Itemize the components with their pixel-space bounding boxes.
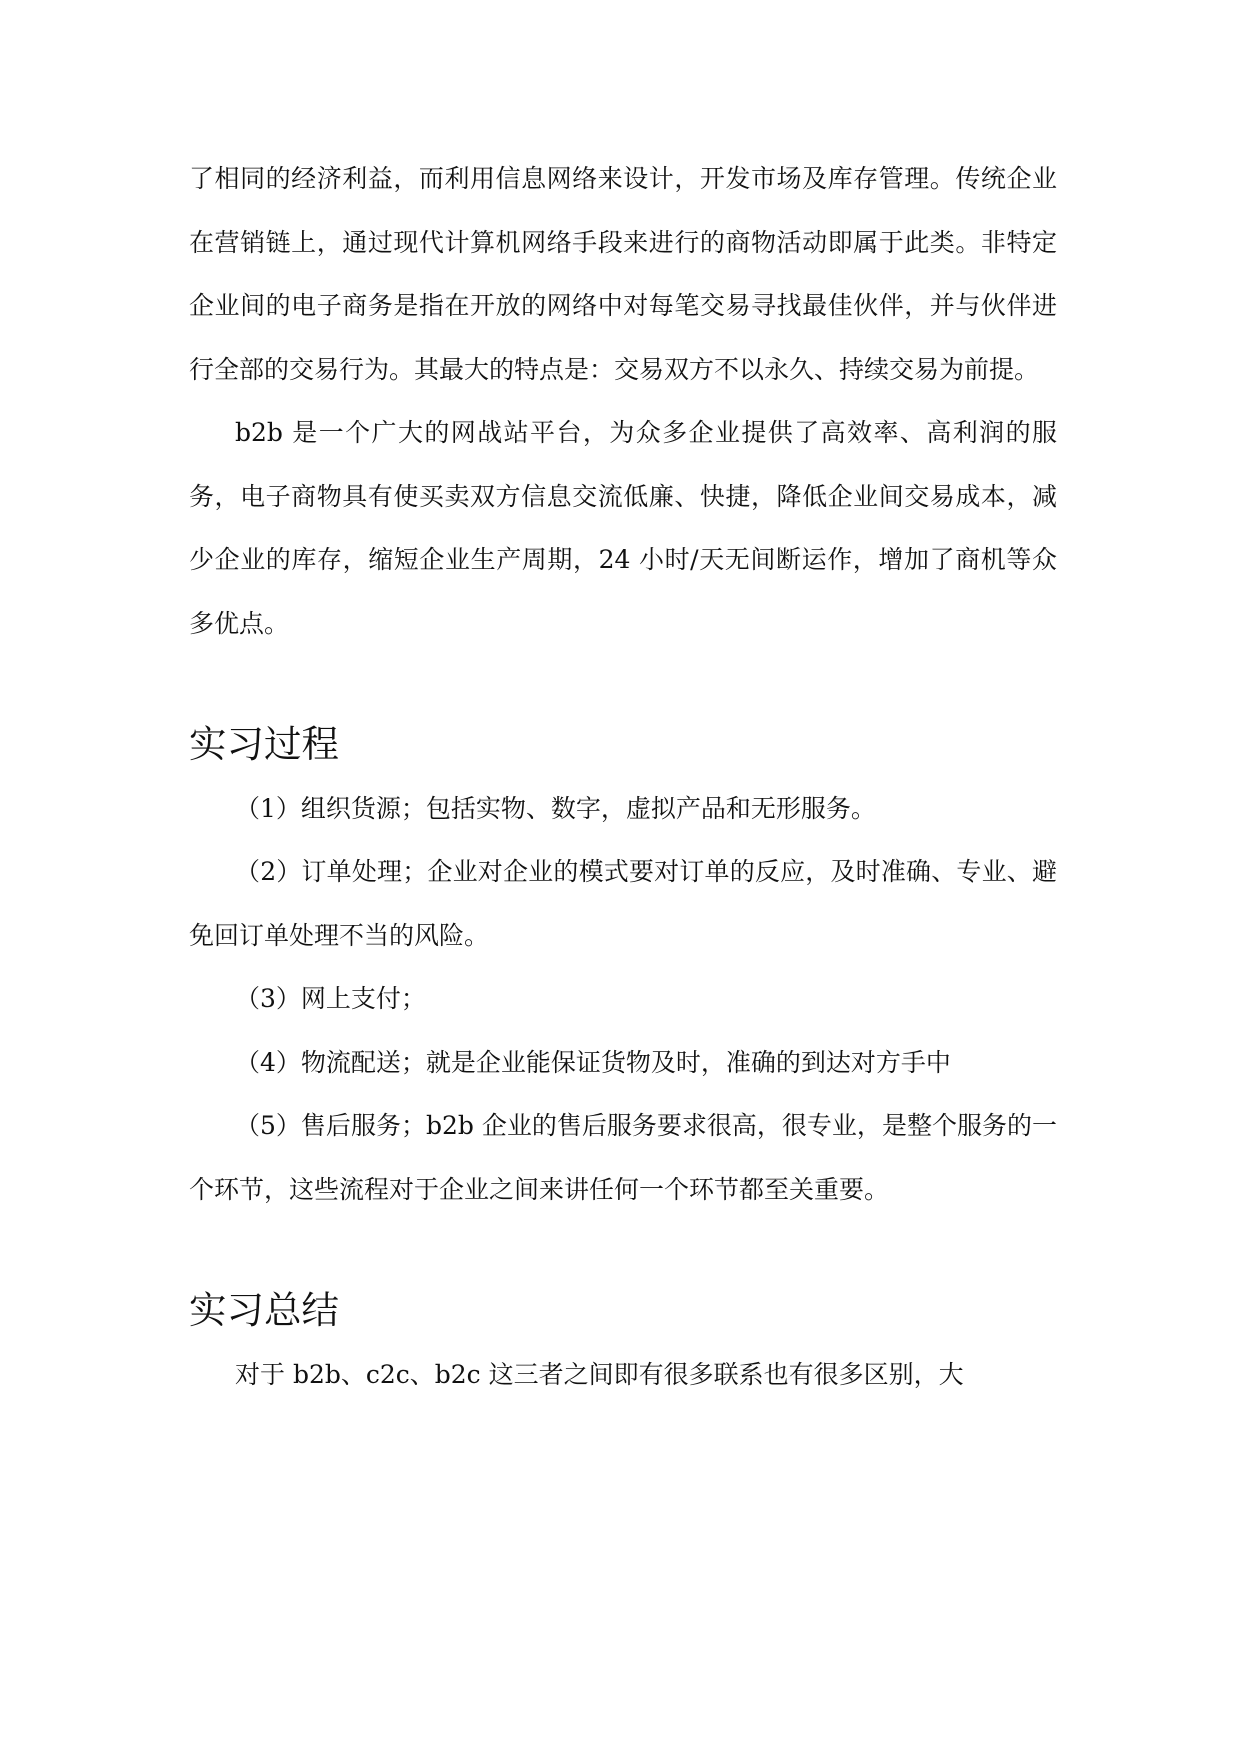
paragraph-b2b-platform: b2b 是一个广大的网战站平台，为众多企业提供了高效率、高利润的服务，电子商物具有使买卖双方信息交流低廉、快捷，降低企业间交易成本，减少企业的库存，缩短企业生产周期，24 小时/天无间断运作，增加了商机等众多优点。	[189, 418, 1057, 638]
list-item-order-processing: （2）订单处理；企业对企业的模式要对订单的反应，及时准确、专业、避免回订单处理不当的风险。	[189, 857, 1057, 950]
list-item-after-sales: （5）售后服务；b2b 企业的售后服务要求很高，很专业，是整个服务的一个环节，这些流程对于企业之间来讲任何一个环节都至关重要。	[189, 1111, 1057, 1204]
heading-internship-process: 实习过程	[189, 722, 339, 766]
document-body	[189, 147, 1057, 1406]
list-item-logistics: （4）物流配送；就是企业能保证货物及时，准确的到达对方手中	[235, 1047, 951, 1077]
list-item-online-payment: （3）网上支付；	[235, 984, 426, 1013]
heading-internship-summary: 实习总结	[189, 1288, 339, 1332]
list-item-organize-supply: （1）组织货源；包括实物、数字，虚拟产品和无形服务。	[235, 793, 876, 823]
paragraph-economic-benefits: 了相同的经济利益，而利用信息网络来设计，开发市场及库存管理。传统企业在营销链上，通过现代计算机网络手段来进行的商物活动即属于此类。非特定企业间的电子商务是指在开放的网络中对每笔交易寻找最佳伙伴，并与伙伴进行全部的交易行为。其最大的特点是：交易双方不以永久、持续交易为前提。	[189, 164, 1057, 384]
paragraph-summary: 对于 b2b、c2c、b2c 这三者之间即有很多联系也有很多区别，大	[235, 1359, 964, 1389]
